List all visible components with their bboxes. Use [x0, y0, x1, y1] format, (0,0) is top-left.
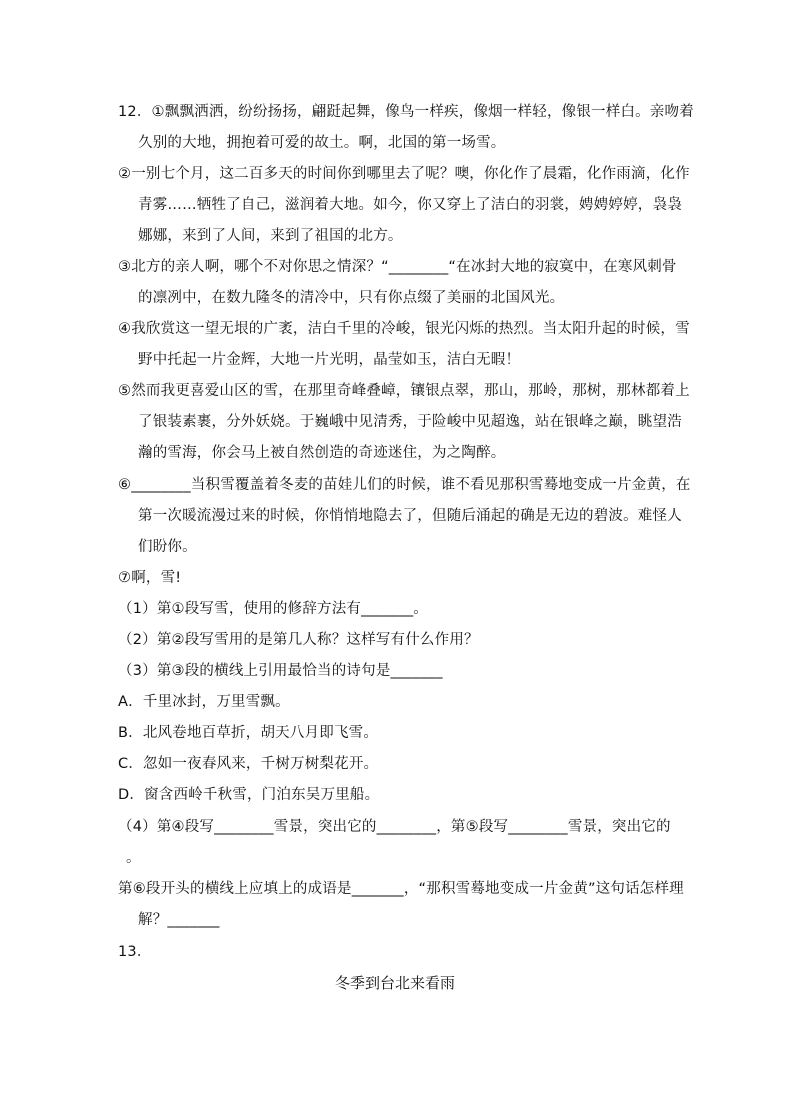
passage-title: 冬季到台北来看雨 — [334, 974, 455, 992]
paragraph-6-line-1: ⑥________当积雪覆盖着冬麦的苗娃儿们的时候，谁不看见那积雪蓦地变成一片金黄，在 — [118, 477, 691, 493]
subquestion-4-line-2: 。 — [126, 850, 141, 866]
subquestion-2: （2）第②段写雪用的是第几人称？这样写有什么作用？ — [118, 632, 479, 648]
option-d: D．窗含西岭千秋雪，门泊东吴万里船。 — [118, 787, 380, 803]
subquestion-4-line-1: （4）第④段写________雪景，突出它的________，第⑤段写________雪景，突出它的 — [118, 819, 671, 835]
paragraph-6-line-2: 第一次暖流漫过来的时候，你悄悄地隐去了，但随后涌起的确是无边的碧波。难怪人 — [138, 508, 682, 524]
question-12-paragraph-1-line-1: 12．①飘飘洒洒，纷纷扬扬，翩跹起舞，像鸟一样疾，像烟一样轻，像银一样白。亲吻着 — [118, 104, 694, 120]
option-b: B．北风卷地百草折，胡天八月即飞雪。 — [118, 725, 379, 741]
paragraph-7: ⑦啊，雪! — [118, 570, 182, 586]
paragraph-2-line-1: ②一别七个月，这二百多天的时间你到哪里去了呢？噢，你化作了晨霜，化作雨滴，化作 — [118, 166, 690, 182]
paragraph-2-line-3: 娜娜，来到了人间，来到了祖国的北方。 — [138, 228, 403, 244]
option-c: C．忽如一夜春风来，千树万树梨花开。 — [118, 756, 379, 772]
paragraph-5-line-1: ⑤然而我更喜爱山区的雪，在那里奇峰叠嶂，镶银点翠，那山，那岭，那树，那林都着上 — [118, 383, 690, 399]
paragraph-5-line-2: 了银装素裹，分外妖娆。于巍峨中见清秀，于险峻中见超逸，站在银峰之巅，眺望浩 — [138, 414, 682, 430]
subquestion-5-line-1: 第⑥段开头的横线上应填上的成语是_______，“那积雪蓦地变成一片金黄”这句话怎样理 — [118, 881, 684, 897]
paragraph-6-line-3: 们盼你。 — [138, 539, 197, 555]
question-13-number: 13． — [118, 944, 152, 960]
paragraph-3-line-2: 的凛冽中，在数九隆冬的清冷中，只有你点缀了美丽的北国风光。 — [138, 290, 565, 306]
paragraph-2-line-2: 青雾……牺牲了自己，滋润着大地。如今，你又穿上了洁白的羽裳，娉娉婷婷，袅袅 — [138, 197, 682, 213]
subquestion-5-line-2: 解？_______ — [138, 912, 220, 928]
subquestion-3: （3）第③段的横线上引用最恰当的诗句是_______ — [118, 663, 443, 679]
paragraph-3-line-1: ③北方的亲人啊，哪个不对你思之情深？“________“在冰封大地的寂寞中，在寒风刺骨 — [118, 259, 677, 275]
subquestion-1: （1）第①段写雪，使用的修辞方法有_______。 — [118, 601, 428, 617]
paragraph-5-line-3: 瀚的雪海，你会马上被自然创造的奇迹迷住，为之陶醉。 — [138, 445, 506, 461]
option-a: A．千里冰封，万里雪飘。 — [118, 694, 290, 710]
paragraph-4-line-2: 野中托起一片金辉，大地一片光明，晶莹如玉，洁白无暇！ — [138, 352, 521, 368]
question-12-paragraph-1-line-2: 久别的大地，拥抱着可爱的故土。啊，北国的第一场雪。 — [138, 135, 506, 151]
paragraph-4-line-1: ④我欣赏这一望无垠的广袤，洁白千里的冷峻，银光闪烁的热烈。当太阳升起的时候，雪 — [118, 321, 690, 337]
